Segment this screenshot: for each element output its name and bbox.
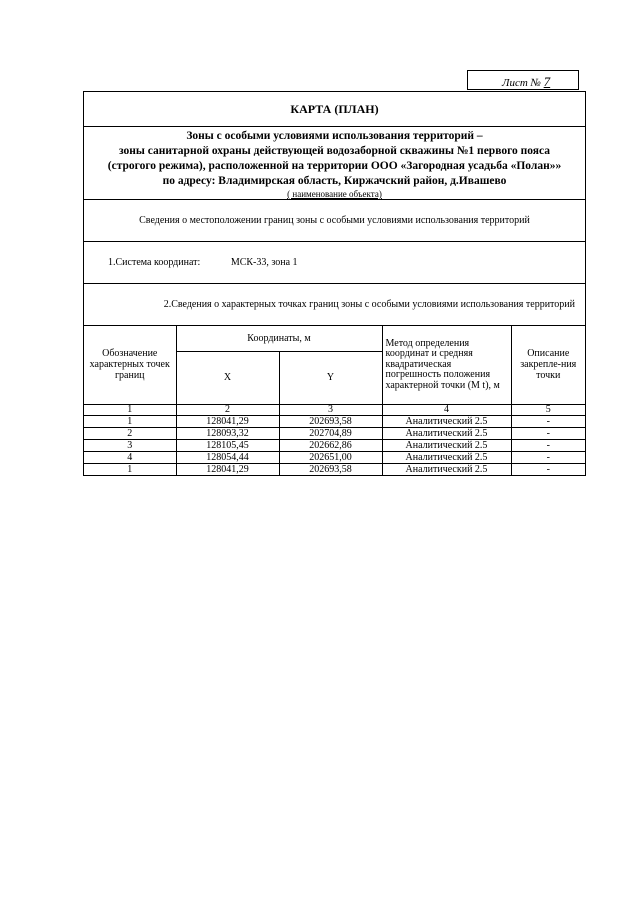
column-index: 5: [511, 404, 585, 415]
header-designation: Обозначение характерных точек границ: [84, 326, 176, 404]
zone-line: Зоны с особыми условиями использования территорий –: [186, 130, 483, 142]
table-row: [84, 415, 585, 427]
table-row: [84, 439, 585, 451]
cell-method: Аналитический 2.5: [382, 415, 511, 427]
cell-x: 128054,44: [176, 451, 279, 463]
cell-method: Аналитический 2.5: [382, 427, 511, 439]
cell-description: -: [511, 415, 585, 427]
header-y: Y: [279, 351, 382, 404]
header-description: Описание закрепле-ния точки: [511, 326, 585, 404]
cell-description: -: [511, 463, 585, 475]
column-index: 3: [279, 404, 382, 415]
cell-x: 128041,29: [176, 463, 279, 475]
cell-point: 1: [84, 463, 176, 475]
cell-x: 128041,29: [176, 415, 279, 427]
cell-x: 128105,45: [176, 439, 279, 451]
cell-description: -: [511, 451, 585, 463]
coordinate-system: [84, 242, 585, 284]
column-index: 1: [84, 404, 176, 415]
header-method: Метод определения координат и средняя квадратическая погрешность положения характерной точки (M t), м: [382, 326, 511, 404]
cell-point: 4: [84, 451, 176, 463]
zone-line: зоны санитарной охраны действующей водозаборной скважины №1 первого пояса: [118, 145, 551, 157]
zone-description: [84, 127, 585, 200]
zone-line: (строгого режима), расположенной на территории ООО «Загородная усадьба «Полан»»: [107, 160, 562, 172]
table-row: [84, 451, 585, 463]
cell-y: 202693,58: [279, 415, 382, 427]
column-index: 4: [382, 404, 511, 415]
cell-point: 1: [84, 415, 176, 427]
sheet-number: 7: [543, 74, 551, 89]
cell-y: 202651,00: [279, 451, 382, 463]
points-info-heading: 2.Сведения о характерных точках границ зоны с особыми условиями использования территорий: [84, 284, 585, 326]
cell-x: 128093,32: [176, 427, 279, 439]
cell-method: Аналитический 2.5: [382, 451, 511, 463]
coordinate-system-value: МСК-33, зона 1: [230, 257, 298, 268]
location-info-heading: Сведения о местоположении границ зоны с особыми условиями использования территорий: [84, 200, 585, 242]
sheet-label: Лист №: [502, 77, 541, 89]
cell-point: 2: [84, 427, 176, 439]
cell-y: 202693,58: [279, 463, 382, 475]
points-table: [84, 326, 585, 475]
cell-method: Аналитический 2.5: [382, 439, 511, 451]
document-frame: [83, 91, 586, 476]
zone-caption: ( наименование объекта): [287, 189, 382, 199]
table-row: [84, 463, 585, 475]
zone-line: по адресу: Владимирская область, Киржачский район, д.Ивашево: [162, 175, 507, 187]
cell-y: 202662,86: [279, 439, 382, 451]
cell-description: -: [511, 439, 585, 451]
cell-y: 202704,89: [279, 427, 382, 439]
points-table-section: [84, 326, 585, 475]
table-row: [84, 427, 585, 439]
cell-point: 3: [84, 439, 176, 451]
cell-description: -: [511, 427, 585, 439]
header-coordinates: Координаты, м: [176, 326, 382, 351]
document-title: КАРТА (ПЛАН): [84, 92, 585, 127]
sheet-number-box: [467, 70, 579, 90]
header-x: X: [176, 351, 279, 404]
cell-method: Аналитический 2.5: [382, 463, 511, 475]
coordinate-system-label: 1.Система координат:: [108, 257, 201, 268]
column-index-row: [84, 404, 585, 415]
column-index: 2: [176, 404, 279, 415]
